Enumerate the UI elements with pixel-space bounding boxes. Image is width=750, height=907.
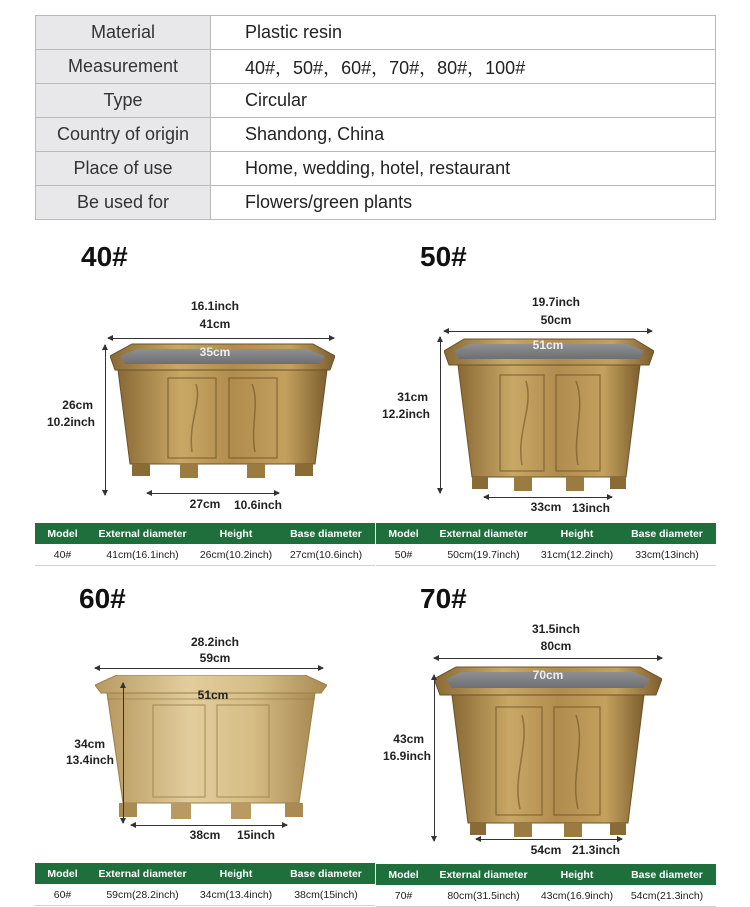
spec-value: Shandong, China xyxy=(211,118,716,152)
cell-height: 26cm(10.2inch) xyxy=(195,544,277,566)
spec-row xyxy=(36,118,716,152)
product-block-40 xyxy=(35,235,375,565)
height-dimension-line xyxy=(434,675,435,841)
header-height: Height xyxy=(195,863,277,884)
cell-base: 33cm(13inch) xyxy=(618,544,716,566)
base-inch: 10.6inch xyxy=(233,498,283,512)
cell-height: 31cm(12.2inch) xyxy=(536,544,618,566)
header-model: Model xyxy=(35,863,90,884)
product-title: 50# xyxy=(420,241,467,272)
cell-external: 80cm(31.5inch) xyxy=(431,885,536,907)
product-table-70 xyxy=(376,864,716,907)
cell-base: 27cm(10.6inch) xyxy=(277,544,375,566)
height-cm: 26cm xyxy=(62,398,93,412)
spec-value: Flowers/green plants xyxy=(211,186,716,220)
spec-label: Country of origin xyxy=(36,118,211,152)
table-header-row xyxy=(376,523,716,544)
base-cm: 38cm xyxy=(189,828,221,842)
spec-row xyxy=(36,16,716,50)
header-model: Model xyxy=(35,523,90,544)
top-diameter-cm: 41cm xyxy=(199,317,231,331)
base-inch: 21.3inch xyxy=(571,843,621,857)
spec-value: 40#，50#，60#，70#，80#，100# xyxy=(211,50,716,84)
header-height: Height xyxy=(536,523,618,544)
header-base: Base diameter xyxy=(277,863,375,884)
inner-diameter-cm: 51cm xyxy=(197,688,229,702)
pot-image xyxy=(444,337,654,497)
pot-image xyxy=(110,342,335,482)
base-dimension-line xyxy=(484,497,612,498)
top-dimension-line xyxy=(434,658,662,659)
table-row xyxy=(35,544,375,566)
cell-height: 43cm(16.9inch) xyxy=(536,885,618,907)
top-diameter-inch: 19.7inch xyxy=(531,295,581,309)
spec-table xyxy=(35,15,716,220)
product-title: 40# xyxy=(81,241,128,272)
base-inch: 15inch xyxy=(236,828,275,842)
table-row xyxy=(376,885,716,907)
header-base: Base diameter xyxy=(618,523,716,544)
spec-label: Type xyxy=(36,84,211,118)
base-dimension-line xyxy=(476,839,622,840)
spec-row xyxy=(36,152,716,186)
top-dimension-line xyxy=(95,668,323,669)
table-row xyxy=(376,544,716,566)
base-cm: 54cm xyxy=(530,843,562,857)
spec-label: Material xyxy=(36,16,211,50)
top-diameter-cm: 80cm xyxy=(540,639,572,653)
inner-diameter-cm: 51cm xyxy=(532,338,564,352)
product-block-50 xyxy=(376,235,716,565)
cell-base: 54cm(21.3inch) xyxy=(618,885,716,907)
product-table-40 xyxy=(35,523,375,566)
height-inch: 13.4inch xyxy=(65,753,114,767)
spec-value: Home, wedding, hotel, restaurant xyxy=(211,152,716,186)
table-header-row xyxy=(35,523,375,544)
header-model: Model xyxy=(376,864,431,885)
table-header-row xyxy=(35,863,375,884)
product-block-70 xyxy=(376,575,716,905)
cell-external: 41cm(16.1inch) xyxy=(90,544,195,566)
table-header-row xyxy=(376,864,716,885)
top-diameter-cm: 50cm xyxy=(540,313,572,327)
top-dimension-line xyxy=(108,338,334,339)
top-diameter-inch: 28.2inch xyxy=(190,635,240,649)
product-block-60 xyxy=(35,575,375,905)
cell-base: 38cm(15inch) xyxy=(277,884,375,906)
spec-label: Be used for xyxy=(36,186,211,220)
height-dimension-line xyxy=(105,345,106,495)
base-dimension-line xyxy=(147,493,279,494)
header-external: External diameter xyxy=(431,864,536,885)
product-title: 60# xyxy=(79,583,126,614)
top-diameter-cm: 59cm xyxy=(199,651,231,665)
header-base: Base diameter xyxy=(277,523,375,544)
cell-height: 34cm(13.4inch) xyxy=(195,884,277,906)
product-table-60 xyxy=(35,863,375,906)
base-cm: 27cm xyxy=(189,497,221,511)
spec-row xyxy=(36,186,716,220)
spec-row xyxy=(36,50,716,84)
height-cm: 34cm xyxy=(74,737,105,751)
cell-model: 70# xyxy=(376,885,431,907)
height-inch: 16.9inch xyxy=(382,749,431,763)
top-diameter-inch: 31.5inch xyxy=(531,622,581,636)
spec-label: Measurement xyxy=(36,50,211,84)
cell-model: 40# xyxy=(35,544,90,566)
header-external: External diameter xyxy=(90,863,195,884)
pot-image xyxy=(434,665,662,841)
top-diameter-inch: 16.1inch xyxy=(190,299,240,313)
header-base: Base diameter xyxy=(618,864,716,885)
spec-value: Plastic resin xyxy=(211,16,716,50)
spec-value: Circular xyxy=(211,84,716,118)
cell-external: 59cm(28.2inch) xyxy=(90,884,195,906)
cell-model: 60# xyxy=(35,884,90,906)
height-cm: 43cm xyxy=(393,732,424,746)
spec-row xyxy=(36,84,716,118)
height-inch: 10.2inch xyxy=(46,415,95,429)
table-row xyxy=(35,884,375,906)
cell-model: 50# xyxy=(376,544,431,566)
cell-external: 50cm(19.7inch) xyxy=(431,544,536,566)
height-dimension-line xyxy=(440,337,441,493)
header-height: Height xyxy=(536,864,618,885)
header-external: External diameter xyxy=(90,523,195,544)
inner-diameter-cm: 35cm xyxy=(199,345,231,359)
height-inch: 12.2inch xyxy=(381,407,430,421)
product-title: 70# xyxy=(420,583,467,614)
base-cm: 33cm xyxy=(530,500,562,514)
base-dimension-line xyxy=(131,825,287,826)
header-model: Model xyxy=(376,523,431,544)
height-cm: 31cm xyxy=(397,390,428,404)
base-inch: 13inch xyxy=(571,501,610,515)
height-dimension-line xyxy=(123,683,124,823)
top-dimension-line xyxy=(444,331,652,332)
product-table-50 xyxy=(376,523,716,566)
header-external: External diameter xyxy=(431,523,536,544)
spec-label: Place of use xyxy=(36,152,211,186)
inner-diameter-cm: 70cm xyxy=(532,668,564,682)
header-height: Height xyxy=(195,523,277,544)
